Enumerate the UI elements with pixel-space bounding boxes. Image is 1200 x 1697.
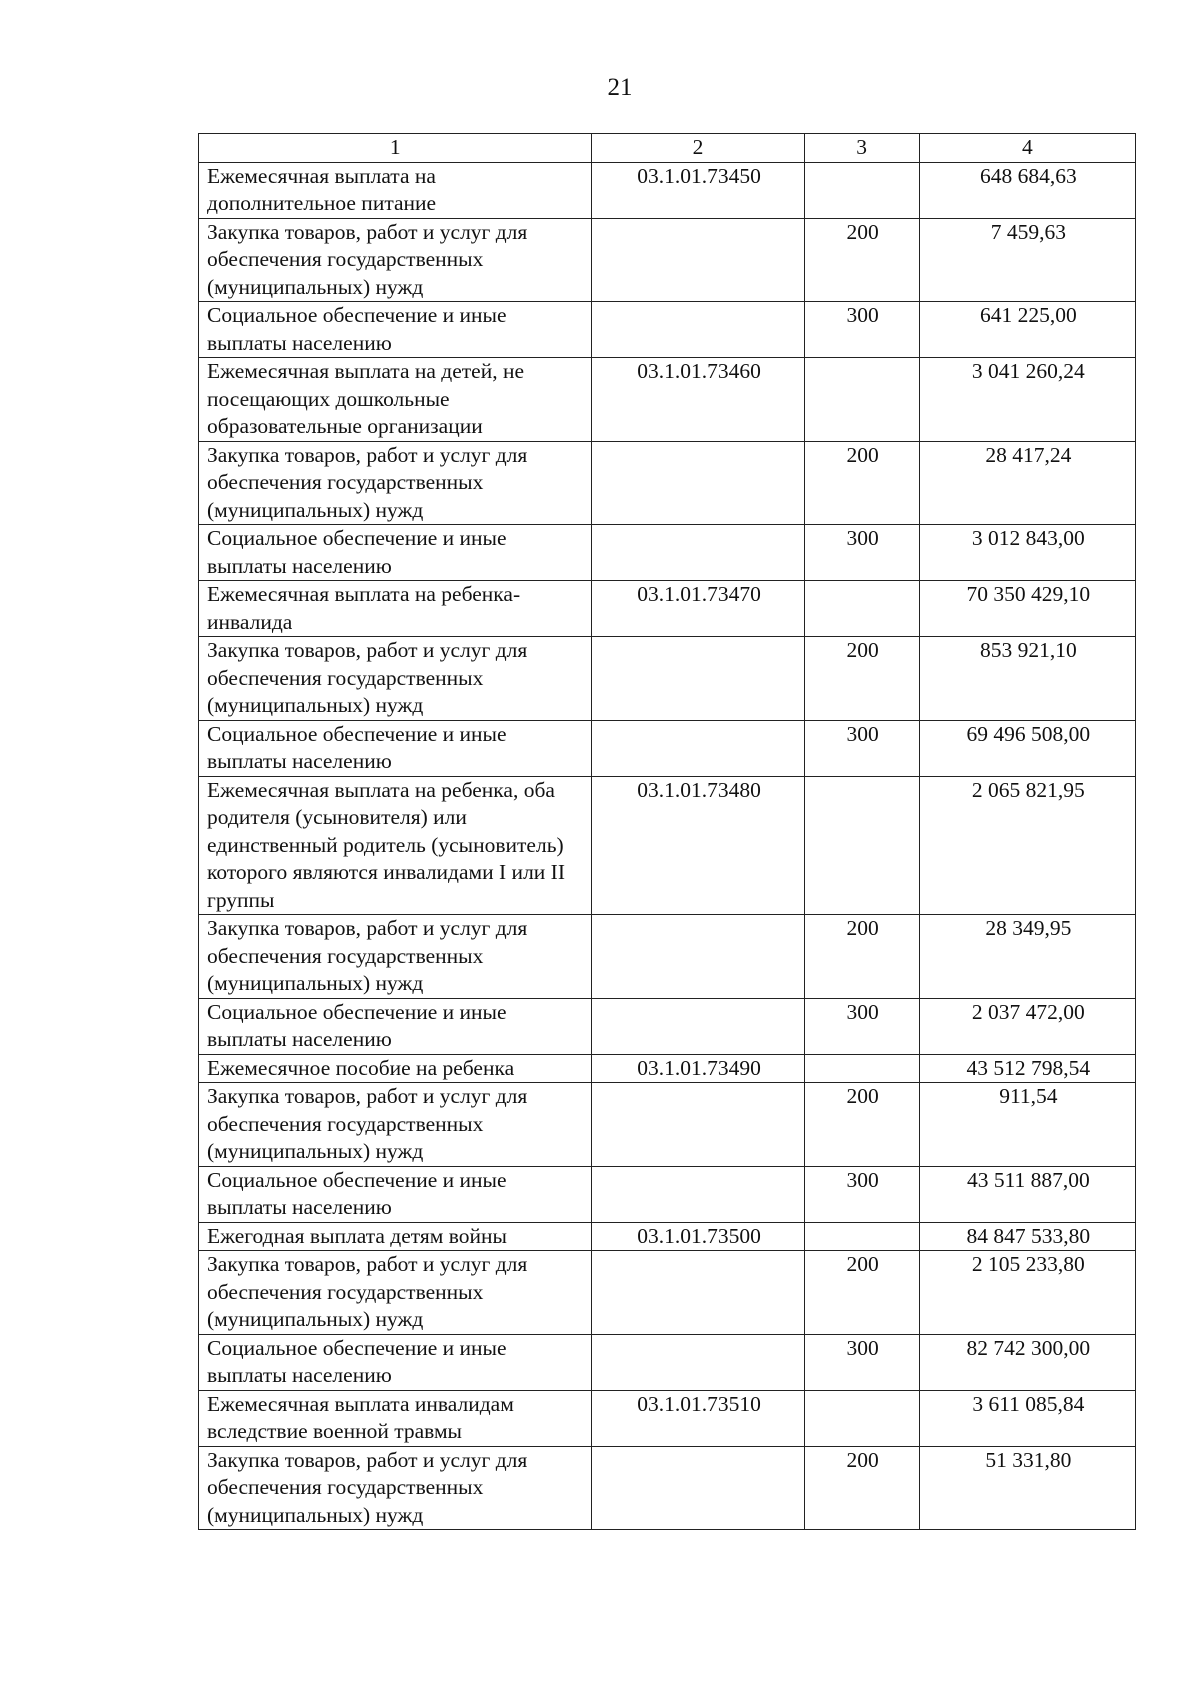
page-number: 21: [607, 74, 633, 101]
table-row: [199, 998, 1136, 1054]
cell-type: [804, 1390, 919, 1446]
cell-code: 03.1.01.73490: [592, 1054, 804, 1083]
cell-type: 300: [804, 1166, 919, 1222]
cell-sum: 43 512 798,54: [919, 1054, 1135, 1083]
cell-name: Социальное обеспечение и иные выплаты населению: [199, 1166, 592, 1222]
cell-sum: 641 225,00: [919, 302, 1135, 358]
table-row: [199, 441, 1136, 525]
cell-code: 03.1.01.73510: [592, 1390, 804, 1446]
table-row: [199, 218, 1136, 302]
table-row: [199, 637, 1136, 721]
table-row: [199, 1334, 1136, 1390]
cell-sum: 853 921,10: [919, 637, 1135, 721]
cell-type: 200: [804, 1446, 919, 1530]
cell-sum: 2 065 821,95: [919, 776, 1135, 915]
budget-table: [198, 133, 1136, 1530]
cell-code: [592, 1083, 804, 1167]
cell-name: Закупка товаров, работ и услуг для обеспечения государственных (муниципальных) нужд: [199, 441, 592, 525]
cell-sum: 3 041 260,24: [919, 358, 1135, 442]
cell-sum: 3 611 085,84: [919, 1390, 1135, 1446]
cell-type: 200: [804, 441, 919, 525]
table-row: [199, 776, 1136, 915]
table-row: [199, 1083, 1136, 1167]
cell-code: 03.1.01.73500: [592, 1222, 804, 1251]
cell-code: [592, 525, 804, 581]
cell-type: 300: [804, 525, 919, 581]
cell-type: [804, 162, 919, 218]
cell-type: 200: [804, 1251, 919, 1335]
cell-code: [592, 1251, 804, 1335]
cell-type: 300: [804, 720, 919, 776]
cell-type: 300: [804, 1334, 919, 1390]
table-row: [199, 1446, 1136, 1530]
cell-code: [592, 637, 804, 721]
cell-name: Социальное обеспечение и иные выплаты населению: [199, 998, 592, 1054]
cell-type: 300: [804, 998, 919, 1054]
cell-sum: 911,54: [919, 1083, 1135, 1167]
cell-sum: 2 037 472,00: [919, 998, 1135, 1054]
cell-type: 200: [804, 915, 919, 999]
cell-sum: 84 847 533,80: [919, 1222, 1135, 1251]
table-row: [199, 358, 1136, 442]
cell-type: [804, 358, 919, 442]
cell-type: [804, 1222, 919, 1251]
cell-sum: 69 496 508,00: [919, 720, 1135, 776]
cell-code: [592, 915, 804, 999]
table-row: [199, 1251, 1136, 1335]
cell-code: [592, 218, 804, 302]
cell-type: [804, 776, 919, 915]
cell-sum: 82 742 300,00: [919, 1334, 1135, 1390]
header-col-1: 1: [199, 134, 592, 163]
cell-code: [592, 720, 804, 776]
cell-sum: 7 459,63: [919, 218, 1135, 302]
table-row: [199, 915, 1136, 999]
header-col-4: 4: [919, 134, 1135, 163]
cell-sum: 3 012 843,00: [919, 525, 1135, 581]
cell-code: [592, 1166, 804, 1222]
cell-name: Социальное обеспечение и иные выплаты населению: [199, 525, 592, 581]
cell-code: [592, 441, 804, 525]
table-row: [199, 1166, 1136, 1222]
cell-sum: 648 684,63: [919, 162, 1135, 218]
cell-name: Закупка товаров, работ и услуг для обеспечения государственных (муниципальных) нужд: [199, 1251, 592, 1335]
cell-name: Социальное обеспечение и иные выплаты населению: [199, 720, 592, 776]
table-row: [199, 162, 1136, 218]
cell-code: 03.1.01.73470: [592, 581, 804, 637]
cell-name: Ежемесячная выплата инвалидам вследствие военной травмы: [199, 1390, 592, 1446]
cell-name: Социальное обеспечение и иные выплаты населению: [199, 1334, 592, 1390]
cell-name: Ежегодная выплата детям войны: [199, 1222, 592, 1251]
table-row: [199, 581, 1136, 637]
cell-type: 200: [804, 218, 919, 302]
cell-type: [804, 1054, 919, 1083]
table-row: [199, 302, 1136, 358]
cell-name: Ежемесячное пособие на ребенка: [199, 1054, 592, 1083]
cell-sum: 28 349,95: [919, 915, 1135, 999]
cell-code: [592, 1446, 804, 1530]
cell-name: Ежемесячная выплата на детей, не посещающих дошкольные образовательные организации: [199, 358, 592, 442]
cell-code: [592, 998, 804, 1054]
cell-name: Ежемесячная выплата на ребенка-инвалида: [199, 581, 592, 637]
header-row: [199, 134, 1136, 163]
table-row: [199, 525, 1136, 581]
cell-sum: 51 331,80: [919, 1446, 1135, 1530]
cell-sum: 43 511 887,00: [919, 1166, 1135, 1222]
cell-name: Социальное обеспечение и иные выплаты населению: [199, 302, 592, 358]
cell-name: Ежемесячная выплата на ребенка, оба родителя (усыновителя) или единственный родитель (усыновитель) которого являются инвалидами I или II группы: [199, 776, 592, 915]
cell-name: Ежемесячная выплата на дополнительное питание: [199, 162, 592, 218]
table-row: [199, 720, 1136, 776]
cell-name: Закупка товаров, работ и услуг для обеспечения государственных (муниципальных) нужд: [199, 637, 592, 721]
cell-sum: 28 417,24: [919, 441, 1135, 525]
cell-name: Закупка товаров, работ и услуг для обеспечения государственных (муниципальных) нужд: [199, 915, 592, 999]
cell-code: [592, 302, 804, 358]
cell-sum: 70 350 429,10: [919, 581, 1135, 637]
cell-code: [592, 1334, 804, 1390]
cell-name: Закупка товаров, работ и услуг для обеспечения государственных (муниципальных) нужд: [199, 1446, 592, 1530]
cell-type: 200: [804, 1083, 919, 1167]
cell-type: 200: [804, 637, 919, 721]
table-row: [199, 1054, 1136, 1083]
header-col-3: 3: [804, 134, 919, 163]
cell-name: Закупка товаров, работ и услуг для обеспечения государственных (муниципальных) нужд: [199, 1083, 592, 1167]
cell-code: 03.1.01.73450: [592, 162, 804, 218]
cell-type: 300: [804, 302, 919, 358]
table-body: [199, 162, 1136, 1530]
table-row: [199, 1222, 1136, 1251]
cell-type: [804, 581, 919, 637]
cell-code: 03.1.01.73460: [592, 358, 804, 442]
table-row: [199, 1390, 1136, 1446]
cell-code: 03.1.01.73480: [592, 776, 804, 915]
table-header: [199, 134, 1136, 163]
header-col-2: 2: [592, 134, 804, 163]
cell-name: Закупка товаров, работ и услуг для обеспечения государственных (муниципальных) нужд: [199, 218, 592, 302]
cell-sum: 2 105 233,80: [919, 1251, 1135, 1335]
